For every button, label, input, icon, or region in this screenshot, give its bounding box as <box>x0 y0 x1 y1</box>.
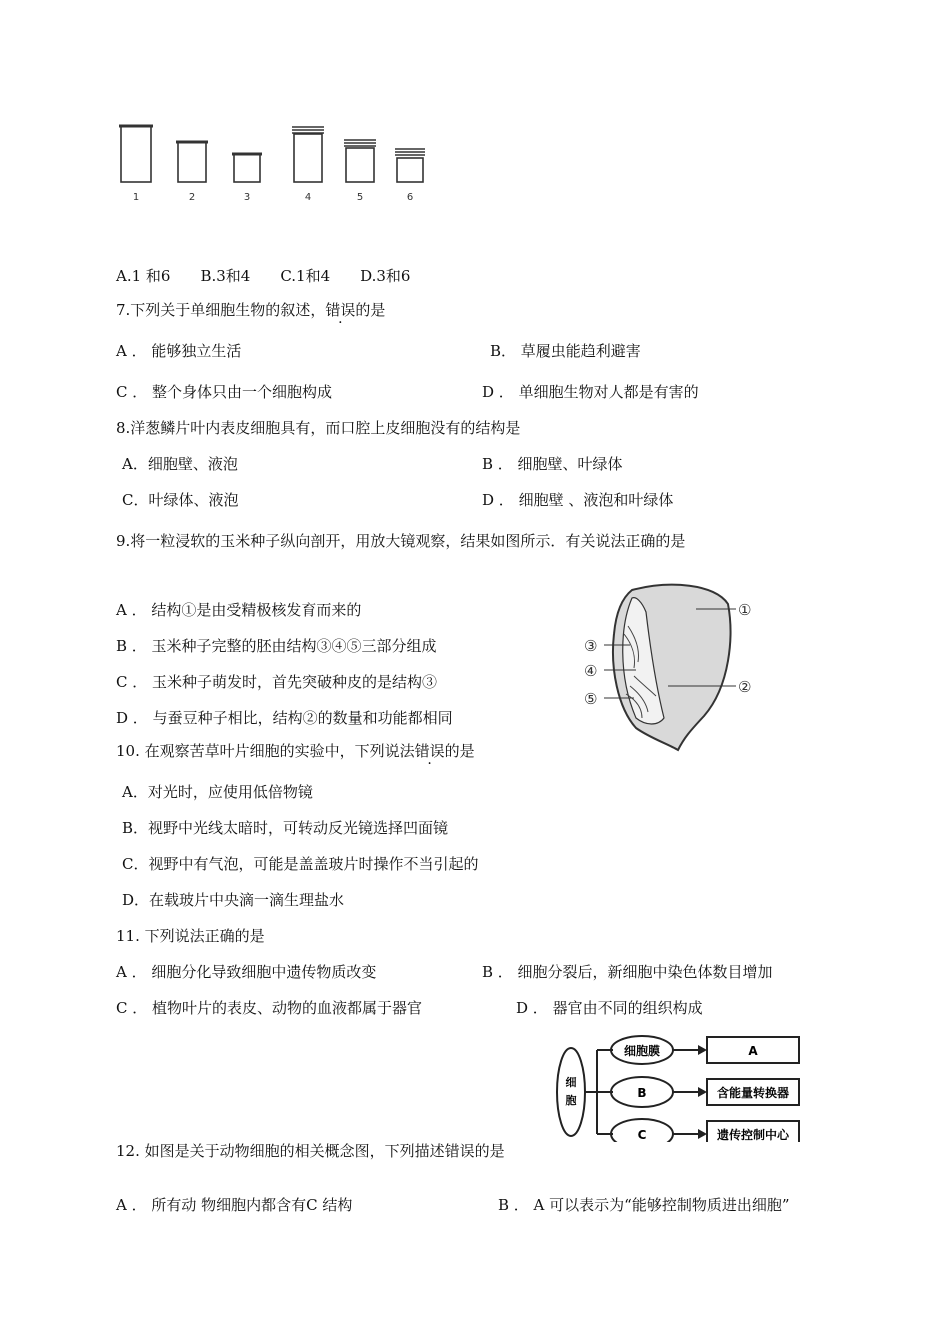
seed-label-1: ① <box>738 601 752 619</box>
q11-option-a: A ． 细胞分化导致细胞中遗传物质改变 <box>116 963 377 981</box>
q9-option-c: C ． 玉米种子萌发时，首先突破种皮的是结构③ <box>116 673 438 691</box>
q7-stem <box>116 300 385 320</box>
diagram-membrane: 细胞膜 <box>623 1044 661 1058</box>
q12-option-b: B ． A 可以表示为“能够控制物质进出细胞” <box>498 1196 790 1214</box>
diagram-box-genetic: 遗传控制中心 <box>716 1128 790 1142</box>
q7-option-c: C ． 整个身体只由一个细胞构成 <box>116 383 333 401</box>
q10-option-a: A．对光时，应使用低倍物镜 <box>122 783 313 801</box>
q7-emphasis: 错误 <box>325 301 356 319</box>
seed-label-5: ⑤ <box>584 690 598 708</box>
diagram-node-c: C <box>637 1128 647 1142</box>
container-label-2: 2 <box>188 192 196 203</box>
diagram-node-b: B <box>637 1086 647 1100</box>
q6-options: A.1 和6 B.3和4 C.1和4 D.3和6 <box>116 267 411 285</box>
q11-option-d: D ． 器官由不同的组织构成 <box>516 999 703 1017</box>
q10-option-d: D．在载玻片中央滴一滴生理盐水 <box>122 891 345 909</box>
q8-stem: 8.洋葱鳞片叶内表皮细胞具有，而口腔上皮细胞没有的结构是 <box>116 419 521 437</box>
q9-option-b: B ． 玉米种子完整的胚由结构③④⑤三部分组成 <box>116 637 437 655</box>
q10-emphasis: 错误 <box>414 742 445 760</box>
q11-option-c: C ． 植物叶片的表皮、动物的血液都属于器官 <box>116 999 423 1017</box>
q8-option-a: A．细胞壁、液泡 <box>122 455 238 473</box>
container-label-5: 5 <box>356 192 364 203</box>
q8-option-b: B ． 细胞壁、叶绿体 <box>482 455 623 473</box>
diagram-box-a: A <box>748 1044 758 1058</box>
container-label-6: 6 <box>406 192 414 203</box>
seed-label-2: ② <box>738 678 752 696</box>
q10-option-b: B．视野中光线太暗时，可转动反光镜选择凹面镜 <box>122 819 449 837</box>
q9-option-d: D ． 与蚕豆种子相比，结构②的数量和功能都相同 <box>116 709 453 727</box>
q10-option-c: C．视野中有气泡，可能是盖盖玻片时操作不当引起的 <box>122 855 479 873</box>
q11-stem: 11. 下列说法正确的是 <box>116 927 265 945</box>
q10-stem-text: 10. 在观察苦草叶片细胞的实验中，下列说法 <box>116 742 415 760</box>
container-label-4: 4 <box>304 192 312 203</box>
q9-stem: 9.将一粒浸软的玉米种子纵向剖开，用放大镜观察，结果如图所示．有关说法正确的是 <box>116 532 686 550</box>
q10-stem-end: 的是 <box>444 742 475 760</box>
q12-option-a: A ． 所有动 物细胞内都含有C 结构 <box>116 1196 353 1214</box>
q9-option-a: A ． 结构①是由受精极核发育而来的 <box>116 601 362 619</box>
q8-option-d: D ． 细胞壁 、液泡和叶绿体 <box>482 491 674 509</box>
container-label-3: 3 <box>243 192 251 203</box>
q8-option-c: C．叶绿体、液泡 <box>122 491 239 509</box>
seed-label-4: ④ <box>584 662 598 680</box>
seed-label-3: ③ <box>584 637 598 655</box>
diagram-root-char-1: 细 <box>565 1076 577 1089</box>
q11-option-b: B ． 细胞分裂后，新细胞中染色体数目增加 <box>482 963 773 981</box>
diagram-root-char-2: 胞 <box>565 1094 577 1107</box>
diagram-box-energy: 含能量转换器 <box>716 1086 790 1100</box>
cell-concept-diagram <box>555 1030 810 1142</box>
q7-option-b: B． 草履虫能趋利避害 <box>490 342 641 360</box>
q7-option-a: A ． 能够独立生活 <box>116 342 242 360</box>
containers-figure <box>110 118 440 210</box>
container-label-1: 1 <box>132 192 140 203</box>
q7-option-d: D ． 单细胞生物对人都是有害的 <box>482 383 699 401</box>
q7-stem-text: 7.下列关于单细胞生物的叙述， <box>116 301 326 319</box>
q7-stem-end: 的是 <box>355 301 386 319</box>
corn-seed-figure <box>580 576 762 756</box>
q10-stem <box>116 741 475 761</box>
q12-stem: 12. 如图是关于动物细胞的相关概念图，下列描述错误的是 <box>116 1142 505 1160</box>
